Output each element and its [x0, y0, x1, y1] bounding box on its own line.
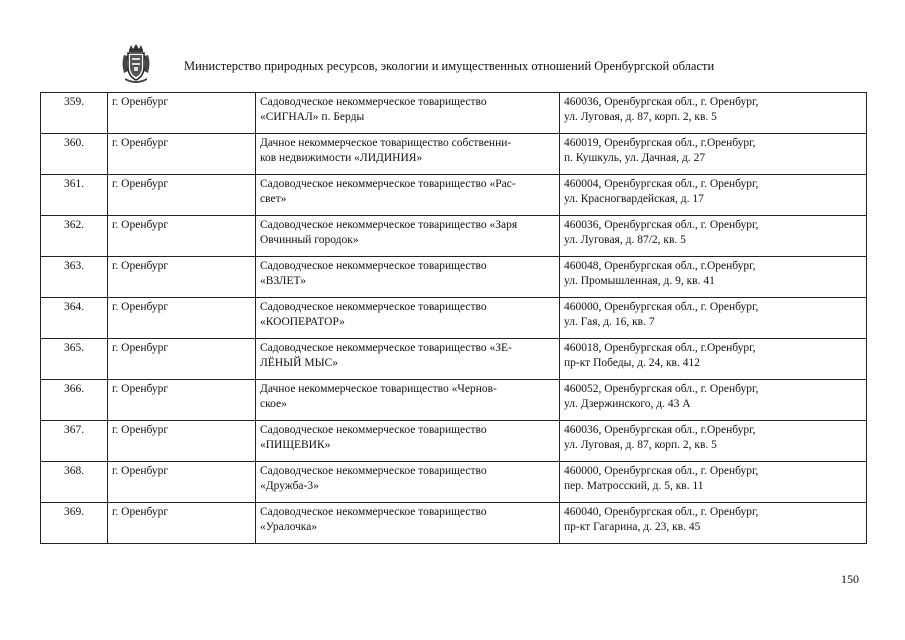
- address-cell: [560, 134, 867, 175]
- row-number-cell-text: 363.: [63, 260, 85, 272]
- organization-name-cell-text: «КООПЕРАТОР»: [260, 316, 345, 328]
- city-cell: [108, 380, 256, 421]
- row-number-cell: [41, 298, 108, 339]
- organization-name-cell-text: Дачное некоммерческое товарищество собственни-: [260, 137, 512, 149]
- table-row: [41, 503, 867, 544]
- row-number-cell: [41, 462, 108, 503]
- table-row: [41, 339, 867, 380]
- organization-name-cell-text: Садоводческое некоммерческое товарищество: [260, 424, 487, 436]
- address-cell: [560, 339, 867, 380]
- address-cell-text: ул. Промышленная, д. 9, кв. 41: [564, 275, 715, 287]
- organization-name-cell-text: ское»: [260, 398, 287, 410]
- city-cell-text: г. Оренбург: [112, 506, 169, 518]
- row-number-cell: [41, 503, 108, 544]
- organization-name-cell: [256, 257, 560, 298]
- organization-name-cell-text: Дачное некоммерческое товарищество «Чернов-: [260, 383, 497, 395]
- organization-name-cell-text: Садоводческое некоммерческое товарищество: [260, 506, 487, 518]
- address-cell-text: ул. Луговая, д. 87, корп. 2, кв. 5: [564, 111, 717, 123]
- address-cell-text: пр-кт Гагарина, д. 23, кв. 45: [564, 521, 701, 533]
- address-cell-text: 460000, Оренбургская обл., г. Оренбург,: [564, 301, 759, 313]
- city-cell-text: г. Оренбург: [112, 137, 169, 149]
- address-cell-text: 460004, Оренбургская обл., г. Оренбург,: [564, 178, 759, 190]
- city-cell-text: г. Оренбург: [112, 219, 169, 231]
- city-cell: [108, 503, 256, 544]
- city-cell: [108, 93, 256, 134]
- address-cell-text: ул. Луговая, д. 87/2, кв. 5: [564, 234, 686, 246]
- city-cell: [108, 175, 256, 216]
- city-cell: [108, 216, 256, 257]
- organization-name-cell-text: «Дружба-3»: [260, 480, 319, 492]
- organization-name-cell: [256, 339, 560, 380]
- address-cell-text: 460036, Оренбургская обл., г.Оренбург,: [564, 424, 756, 436]
- organization-name-cell-text: Садоводческое некоммерческое товарищество: [260, 301, 487, 313]
- row-number-cell-text: 365.: [63, 342, 85, 354]
- organization-name-cell-text: «ПИЩЕВИК»: [260, 439, 331, 451]
- city-cell: [108, 421, 256, 462]
- organization-name-cell-text: «Уралочка»: [260, 521, 318, 533]
- city-cell: [108, 339, 256, 380]
- address-cell: [560, 93, 867, 134]
- coat-of-arms-emblem-icon: [120, 43, 152, 83]
- page-number: 150: [841, 572, 859, 586]
- city-cell: [108, 257, 256, 298]
- address-cell-text: пр-кт Победы, д. 24, кв. 412: [564, 357, 700, 369]
- city-cell-text: г. Оренбург: [112, 465, 169, 477]
- address-cell-text: п. Кушкуль, ул. Дачная, д. 27: [564, 152, 706, 164]
- address-cell: [560, 175, 867, 216]
- address-cell-text: ул. Дзержинского, д. 43 А: [564, 398, 691, 410]
- address-cell-text: ул. Гая, д. 16, кв. 7: [564, 316, 655, 328]
- table-row: [41, 298, 867, 339]
- organization-name-cell-text: ков недвижимости «ЛИДИНИЯ»: [260, 152, 423, 164]
- city-cell: [108, 134, 256, 175]
- organization-name-cell-text: Садоводческое некоммерческое товарищество «Рас-: [260, 178, 516, 190]
- organization-name-cell: [256, 462, 560, 503]
- row-number-cell-text: 366.: [63, 383, 85, 395]
- address-cell-text: 460000, Оренбургская обл., г. Оренбург,: [564, 465, 759, 477]
- organization-name-cell: [256, 380, 560, 421]
- organization-name-cell-text: Овчинный городок»: [260, 234, 359, 246]
- row-number-cell: [41, 339, 108, 380]
- organization-name-cell-text: Садоводческое некоммерческое товарищество: [260, 96, 487, 108]
- address-cell-text: пер. Матросский, д. 5, кв. 11: [564, 480, 704, 492]
- ministry-title: Министерство природных ресурсов, экологии и имущественных отношений Оренбургской области: [184, 58, 715, 73]
- row-number-cell: [41, 380, 108, 421]
- address-cell-text: ул. Луговая, д. 87, корп. 2, кв. 5: [564, 439, 717, 451]
- address-cell: [560, 380, 867, 421]
- organization-name-cell: [256, 216, 560, 257]
- address-cell: [560, 216, 867, 257]
- city-cell-text: г. Оренбург: [112, 383, 169, 395]
- row-number-cell-text: 364.: [63, 301, 85, 313]
- row-number-cell: [41, 421, 108, 462]
- organization-name-cell: [256, 421, 560, 462]
- table-row: [41, 216, 867, 257]
- organization-name-cell-text: свет»: [260, 193, 287, 205]
- address-cell-text: 460018, Оренбургская обл., г.Оренбург,: [564, 342, 756, 354]
- city-cell: [108, 298, 256, 339]
- organization-name-cell-text: Садоводческое некоммерческое товарищество: [260, 465, 487, 477]
- address-cell: [560, 462, 867, 503]
- organization-name-cell-text: ЛЁНЫЙ МЫС»: [260, 357, 339, 369]
- address-cell-text: 460040, Оренбургская обл., г. Оренбург,: [564, 506, 759, 518]
- city-cell-text: г. Оренбург: [112, 424, 169, 436]
- table-row: [41, 380, 867, 421]
- address-cell-text: 460048, Оренбургская обл., г.Оренбург,: [564, 260, 756, 272]
- organizations-table: [40, 92, 867, 544]
- organization-name-cell: [256, 503, 560, 544]
- organization-name-cell-text: Садоводческое некоммерческое товарищество «ЗЕ-: [260, 342, 512, 354]
- organization-name-cell: [256, 93, 560, 134]
- address-cell-text: 460036, Оренбургская обл., г. Оренбург,: [564, 219, 759, 231]
- row-number-cell-text: 367.: [63, 424, 85, 436]
- organization-name-cell-text: Садоводческое некоммерческое товарищество «Заря: [260, 219, 518, 231]
- table-row: [41, 462, 867, 503]
- address-cell-text: 460019, Оренбургская обл., г.Оренбург,: [564, 137, 756, 149]
- table-row: [41, 134, 867, 175]
- city-cell-text: г. Оренбург: [112, 342, 169, 354]
- address-cell: [560, 298, 867, 339]
- row-number-cell: [41, 216, 108, 257]
- city-cell-text: г. Оренбург: [112, 260, 169, 272]
- organization-name-cell: [256, 298, 560, 339]
- organization-name-cell-text: Садоводческое некоммерческое товарищество: [260, 260, 487, 272]
- table-body: [41, 93, 867, 544]
- row-number-cell-text: 369.: [63, 506, 85, 518]
- document-header: [120, 40, 860, 86]
- address-cell: [560, 503, 867, 544]
- table-row: [41, 257, 867, 298]
- address-cell: [560, 421, 867, 462]
- row-number-cell: [41, 93, 108, 134]
- table-row: [41, 93, 867, 134]
- address-cell-text: 460036, Оренбургская обл., г. Оренбург,: [564, 96, 759, 108]
- row-number-cell-text: 368.: [63, 465, 85, 477]
- address-cell-text: ул. Красногвардейская, д. 17: [564, 193, 704, 205]
- row-number-cell: [41, 175, 108, 216]
- city-cell: [108, 462, 256, 503]
- organization-name-cell-text: «СИГНАЛ» п. Берды: [260, 111, 365, 123]
- row-number-cell: [41, 257, 108, 298]
- row-number-cell-text: 362.: [63, 219, 85, 231]
- organization-name-cell-text: «ВЗЛЕТ»: [260, 275, 306, 287]
- row-number-cell: [41, 134, 108, 175]
- address-cell: [560, 257, 867, 298]
- row-number-cell-text: 361.: [63, 178, 85, 190]
- address-cell-text: 460052, Оренбургская обл., г. Оренбург,: [564, 383, 759, 395]
- organization-name-cell: [256, 175, 560, 216]
- city-cell-text: г. Оренбург: [112, 301, 169, 313]
- organization-name-cell: [256, 134, 560, 175]
- row-number-cell-text: 359.: [63, 96, 85, 108]
- city-cell-text: г. Оренбург: [112, 96, 169, 108]
- city-cell-text: г. Оренбург: [112, 178, 169, 190]
- table-row: [41, 175, 867, 216]
- row-number-cell-text: 360.: [63, 137, 85, 149]
- table-row: [41, 421, 867, 462]
